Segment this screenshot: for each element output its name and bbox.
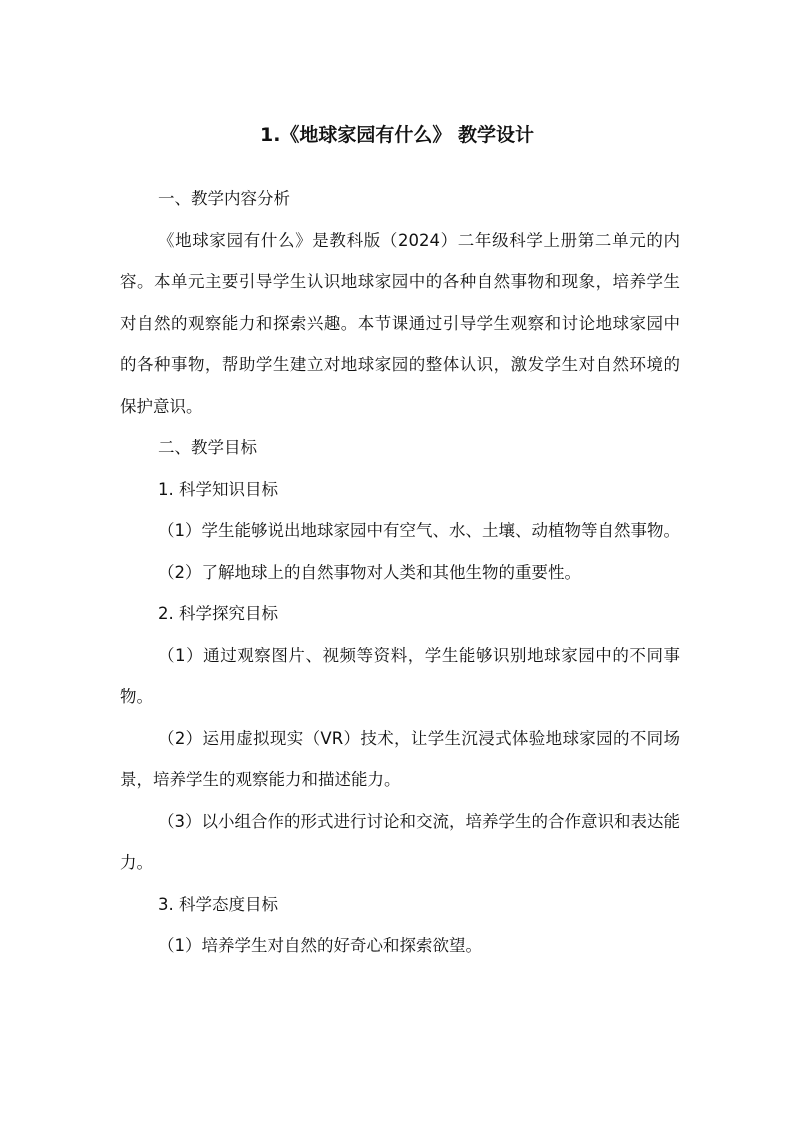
document-body xyxy=(120,178,680,967)
goal-heading-attitude: 3. 科学态度目标 xyxy=(158,894,278,914)
goal-heading-knowledge: 1. 科学知识目标 xyxy=(158,479,278,499)
attitude-goal-item-1: （1）培养学生对自然的好奇心和探索欲望。 xyxy=(158,936,482,955)
document-title: 1.《地球家园有什么》 教学设计 xyxy=(259,124,535,146)
inquiry-goal-item-1: （1）通过观察图片、视频等资料，学生能够识别地球家园中的不同事物。 xyxy=(120,645,680,706)
goal-heading-inquiry: 2. 科学探究目标 xyxy=(158,604,278,623)
content-analysis-paragraph: 《地球家园有什么》是教科版（2024）二年级科学上册第二单元的内容。本单元主要引导学生认识地球家园中的各种自然事物和现象，培养学生对自然的观察能力和探索兴趣。本节课通过引导学生观察和讨论地球家园中的各种事物，帮助学生建立对地球家园的整体认识，激发学生对自然环境的保护意识。 xyxy=(120,230,680,416)
section-heading-content-analysis: 一、教学内容分析 xyxy=(158,189,290,208)
inquiry-goal-item-2: （2）运用虚拟现实（VR）技术，让学生沉浸式体验地球家园的不同场景，培养学生的观察能力和描述能力。 xyxy=(120,728,680,789)
knowledge-goal-item-1: （1）学生能够说出地球家园中有空气、水、土壤、动植物等自然事物。 xyxy=(158,521,680,540)
knowledge-goal-item-2: （2）了解地球上的自然事物对人类和其他生物的重要性。 xyxy=(158,562,581,582)
section-heading-teaching-goals: 二、教学目标 xyxy=(158,438,257,457)
inquiry-goal-item-3: （3）以小组合作的形式进行讨论和交流，培养学生的合作意识和表达能力。 xyxy=(120,811,680,872)
